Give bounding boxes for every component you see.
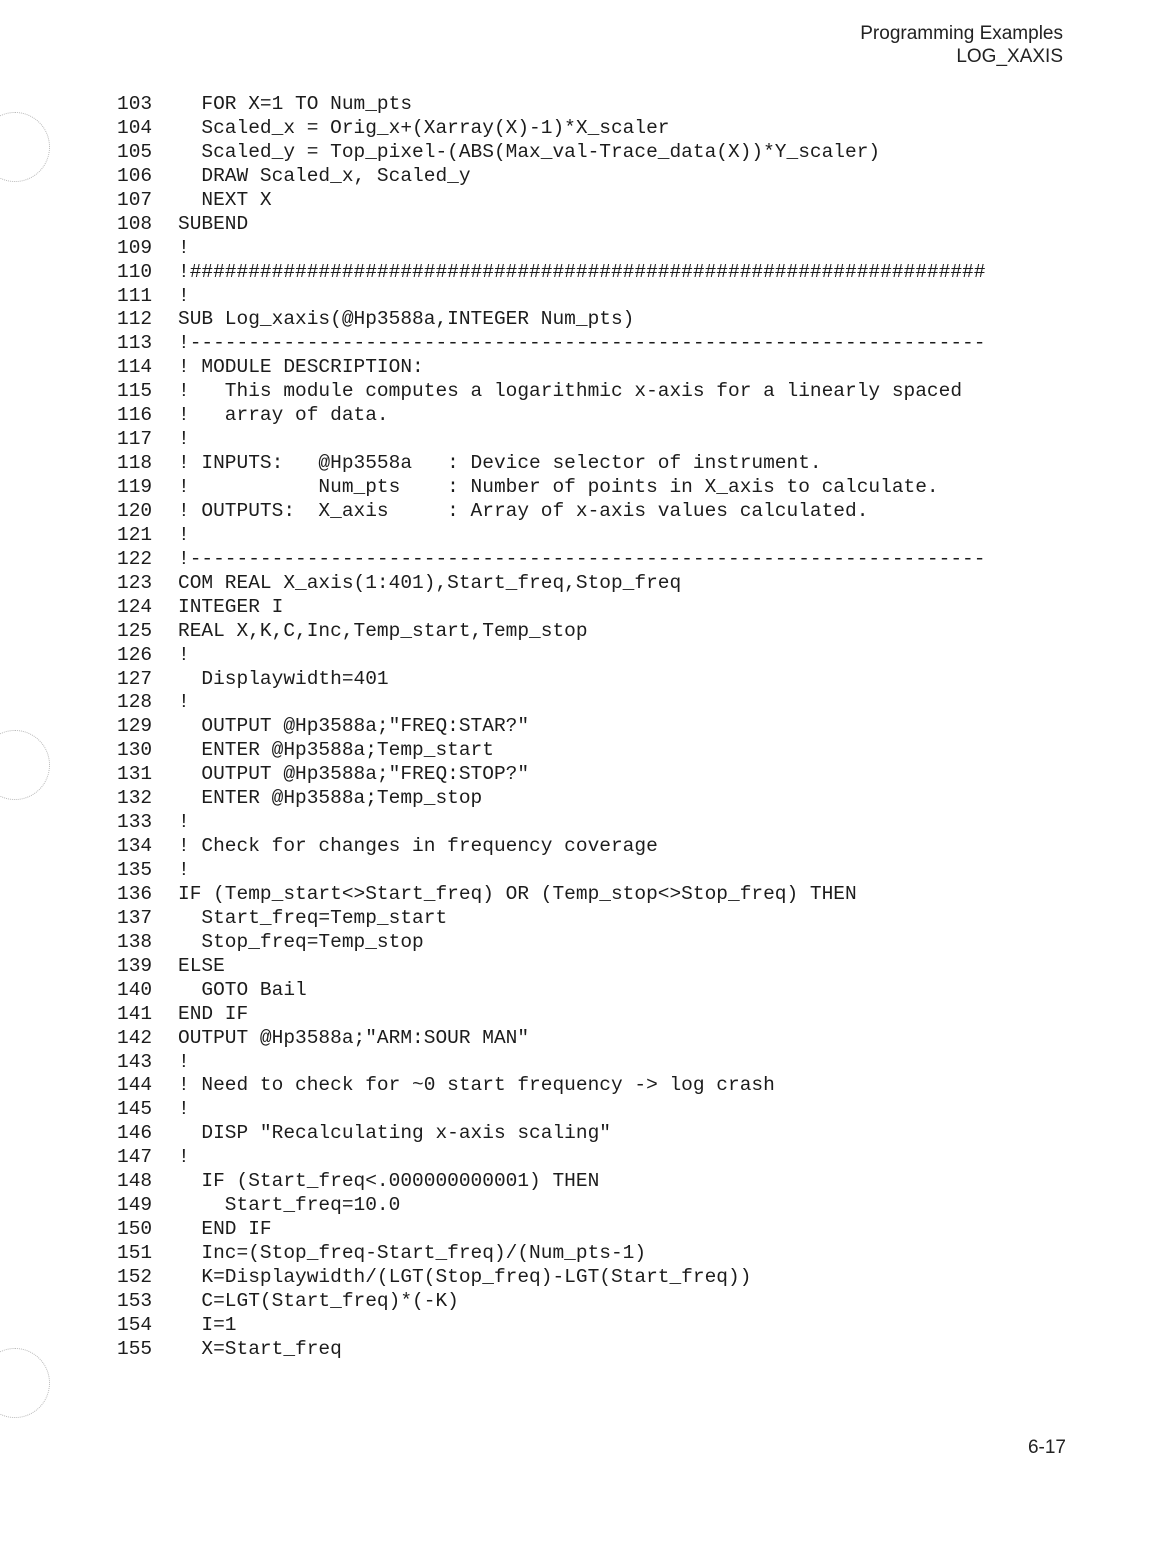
line-number: 125: [117, 619, 153, 642]
line-number: 123: [117, 571, 153, 594]
line-code: SUB Log_xaxis(@Hp3588a,INTEGER Num_pts): [178, 308, 635, 331]
line-number: 133: [117, 811, 153, 834]
line-code: !: [178, 859, 190, 881]
code-line: [117, 715, 985, 739]
line-code: Start_freq=Temp_start: [178, 906, 448, 929]
subsection-title: LOG_XAXIS: [956, 46, 1063, 67]
line-number: 121: [117, 523, 153, 546]
line-number: 115: [117, 380, 153, 403]
line-number: 135: [117, 859, 153, 881]
line-code: !: [178, 1098, 190, 1121]
section-title: Programming Examples: [860, 23, 1063, 44]
line-code: DRAW Scaled_x, Scaled_y: [178, 164, 471, 187]
line-number: 151: [117, 1242, 153, 1264]
line-code: C=LGT(Start_freq)*(-K): [178, 1289, 459, 1312]
line-number: 114: [117, 356, 153, 379]
line-number: 131: [117, 763, 153, 786]
line-number: 149: [117, 1194, 153, 1217]
line-code: ! Need to check for ~0 start frequency -> log crash: [178, 1074, 775, 1097]
code-line: [117, 1051, 985, 1075]
binder-hole-top: [0, 112, 50, 182]
line-code: OUTPUT @Hp3588a;"ARM:SOUR MAN": [178, 1026, 530, 1049]
line-code: ! INPUTS: @Hp3558a : Device selector of instrument.: [178, 452, 822, 475]
code-line: [117, 1266, 985, 1290]
line-number: 132: [117, 787, 153, 810]
code-line: [117, 141, 985, 165]
line-number: 147: [117, 1146, 153, 1169]
code-line: [117, 691, 985, 715]
line-code: !: [178, 811, 190, 834]
code-line: [117, 572, 985, 596]
line-code: Start_freq=10.0: [178, 1194, 401, 1217]
code-line: [117, 931, 985, 955]
line-code: DISP "Recalculating x-axis scaling": [178, 1122, 611, 1145]
code-line: [117, 1290, 985, 1314]
code-line: [117, 644, 985, 668]
code-line: [117, 1027, 985, 1051]
line-code: OUTPUT @Hp3588a;"FREQ:STAR?": [178, 715, 530, 738]
code-line: [117, 117, 985, 141]
code-line: [117, 213, 985, 237]
line-code: ENTER @Hp3588a;Temp_stop: [178, 787, 483, 810]
line-number: 145: [117, 1098, 153, 1121]
code-line: [117, 620, 985, 644]
code-line: [117, 548, 985, 572]
code-line: [117, 476, 985, 500]
line-code: !: [178, 1146, 190, 1169]
line-code: END IF: [178, 1218, 272, 1241]
code-line: [117, 1146, 985, 1170]
code-line: [117, 1003, 985, 1027]
binder-hole-bottom: [0, 1348, 50, 1418]
line-number: 136: [117, 882, 153, 905]
line-number: 130: [117, 739, 153, 762]
line-number: 140: [117, 978, 153, 1001]
line-code: ! MODULE DESCRIPTION:: [178, 356, 424, 379]
line-code: END IF: [178, 1002, 249, 1025]
code-line: [117, 1170, 985, 1194]
line-number: 105: [117, 140, 153, 163]
line-code: ! Num_pts : Number of points in X_axis to calculate.: [178, 476, 939, 498]
line-number: 104: [117, 116, 153, 139]
line-code: NEXT X: [178, 188, 272, 211]
code-line: [117, 1218, 985, 1242]
code-line: [117, 356, 985, 380]
line-number: 153: [117, 1289, 153, 1312]
page-number: 6-17: [1027, 1437, 1066, 1458]
code-line: [117, 1338, 985, 1362]
line-code: K=Displaywidth/(LGT(Stop_freq)-LGT(Start_freq)): [178, 1265, 752, 1288]
line-code: !: [178, 523, 190, 546]
line-code: FOR X=1 TO Num_pts: [178, 93, 413, 115]
code-line: [117, 261, 985, 285]
code-line: [117, 1122, 985, 1146]
line-code: Displaywidth=401: [178, 667, 389, 690]
code-line: [117, 668, 985, 692]
page-header: [860, 22, 1063, 68]
line-code: Scaled_x = Orig_x+(Xarray(X)-1)*X_scaler: [178, 116, 670, 139]
line-number: 144: [117, 1074, 153, 1097]
line-code: !: [178, 691, 190, 714]
code-line: [117, 380, 985, 404]
code-line: [117, 907, 985, 931]
line-number: 109: [117, 236, 153, 259]
line-number: 103: [117, 93, 153, 115]
line-code: COM REAL X_axis(1:401),Start_freq,Stop_freq: [178, 571, 682, 594]
code-line: [117, 596, 985, 620]
line-number: 119: [117, 476, 153, 498]
line-code: !: [178, 236, 190, 259]
code-line: [117, 452, 985, 476]
line-code: ! array of data.: [178, 404, 389, 427]
line-code: OUTPUT @Hp3588a;"FREQ:STOP?": [178, 763, 530, 786]
code-line: [117, 787, 985, 811]
code-line: [117, 1074, 985, 1098]
line-number: 120: [117, 499, 153, 522]
line-number: 129: [117, 715, 153, 738]
line-number: 126: [117, 643, 153, 666]
line-number: 143: [117, 1050, 153, 1073]
line-code: !####################################################################: [178, 260, 986, 283]
line-number: 139: [117, 954, 153, 977]
line-number: 155: [117, 1337, 153, 1360]
line-number: 146: [117, 1122, 153, 1145]
line-code: X=Start_freq: [178, 1337, 342, 1360]
line-code: GOTO Bail: [178, 978, 307, 1001]
line-number: 106: [117, 164, 153, 187]
line-code: !--------------------------------------------------------------------: [178, 332, 986, 355]
line-code: ! This module computes a logarithmic x-axis for a linearly spaced: [178, 380, 963, 403]
code-line: [117, 1314, 985, 1338]
code-line: [117, 93, 985, 117]
code-line: [117, 308, 985, 332]
line-code: ENTER @Hp3588a;Temp_start: [178, 739, 494, 762]
code-line: [117, 165, 985, 189]
line-number: 110: [117, 260, 153, 283]
line-code: INTEGER I: [178, 595, 284, 618]
code-line: [117, 500, 985, 524]
code-line: [117, 883, 985, 907]
line-number: 116: [117, 404, 153, 427]
line-number: 122: [117, 547, 153, 570]
line-code: Stop_freq=Temp_stop: [178, 930, 424, 953]
line-code: IF (Temp_start<>Start_freq) OR (Temp_stop<>Stop_freq) THEN: [178, 882, 857, 905]
code-line: [117, 428, 985, 452]
line-number: 127: [117, 667, 153, 690]
line-number: 111: [117, 284, 153, 307]
line-number: 113: [117, 332, 153, 355]
line-number: 117: [117, 428, 153, 451]
line-code: IF (Start_freq<.000000000001) THEN: [178, 1170, 600, 1193]
code-line: [117, 1098, 985, 1122]
line-code: ELSE: [178, 954, 225, 977]
binder-hole-middle: [0, 730, 50, 800]
code-line: [117, 739, 985, 763]
code-line: [117, 524, 985, 548]
code-line: [117, 285, 985, 309]
line-number: 154: [117, 1313, 153, 1336]
code-line: [117, 835, 985, 859]
line-code: !--------------------------------------------------------------------: [178, 547, 986, 570]
line-code: !: [178, 1050, 190, 1073]
line-number: 150: [117, 1218, 153, 1241]
code-line: [117, 811, 985, 835]
line-number: 107: [117, 188, 153, 211]
code-line: [117, 1194, 985, 1218]
line-code: SUBEND: [178, 212, 249, 235]
line-number: 124: [117, 595, 153, 618]
line-number: 141: [117, 1002, 153, 1025]
line-code: REAL X,K,C,Inc,Temp_start,Temp_stop: [178, 619, 588, 642]
line-number: 142: [117, 1026, 153, 1049]
code-line: [117, 237, 985, 261]
line-code: Scaled_y = Top_pixel-(ABS(Max_val-Trace_data(X))*Y_scaler): [178, 140, 881, 163]
code-line: [117, 1242, 985, 1266]
code-listing: [117, 93, 985, 1362]
line-number: 138: [117, 930, 153, 953]
code-line: [117, 332, 985, 356]
line-number: 148: [117, 1170, 153, 1193]
line-code: ! OUTPUTS: X_axis : Array of x-axis values calculated.: [178, 499, 869, 522]
line-number: 108: [117, 212, 153, 235]
line-number: 112: [117, 308, 153, 331]
line-number: 152: [117, 1265, 153, 1288]
code-line: [117, 859, 985, 883]
line-code: I=1: [178, 1313, 237, 1336]
line-number: 118: [117, 452, 153, 475]
line-code: Inc=(Stop_freq-Start_freq)/(Num_pts-1): [178, 1242, 647, 1264]
line-number: 137: [117, 906, 153, 929]
line-code: ! Check for changes in frequency coverage: [178, 835, 658, 858]
line-number: 134: [117, 835, 153, 858]
line-number: 128: [117, 691, 153, 714]
code-line: [117, 955, 985, 979]
line-code: !: [178, 284, 190, 307]
line-code: !: [178, 428, 190, 451]
code-line: [117, 189, 985, 213]
code-line: [117, 404, 985, 428]
code-line: [117, 763, 985, 787]
code-line: [117, 979, 985, 1003]
line-code: !: [178, 643, 190, 666]
